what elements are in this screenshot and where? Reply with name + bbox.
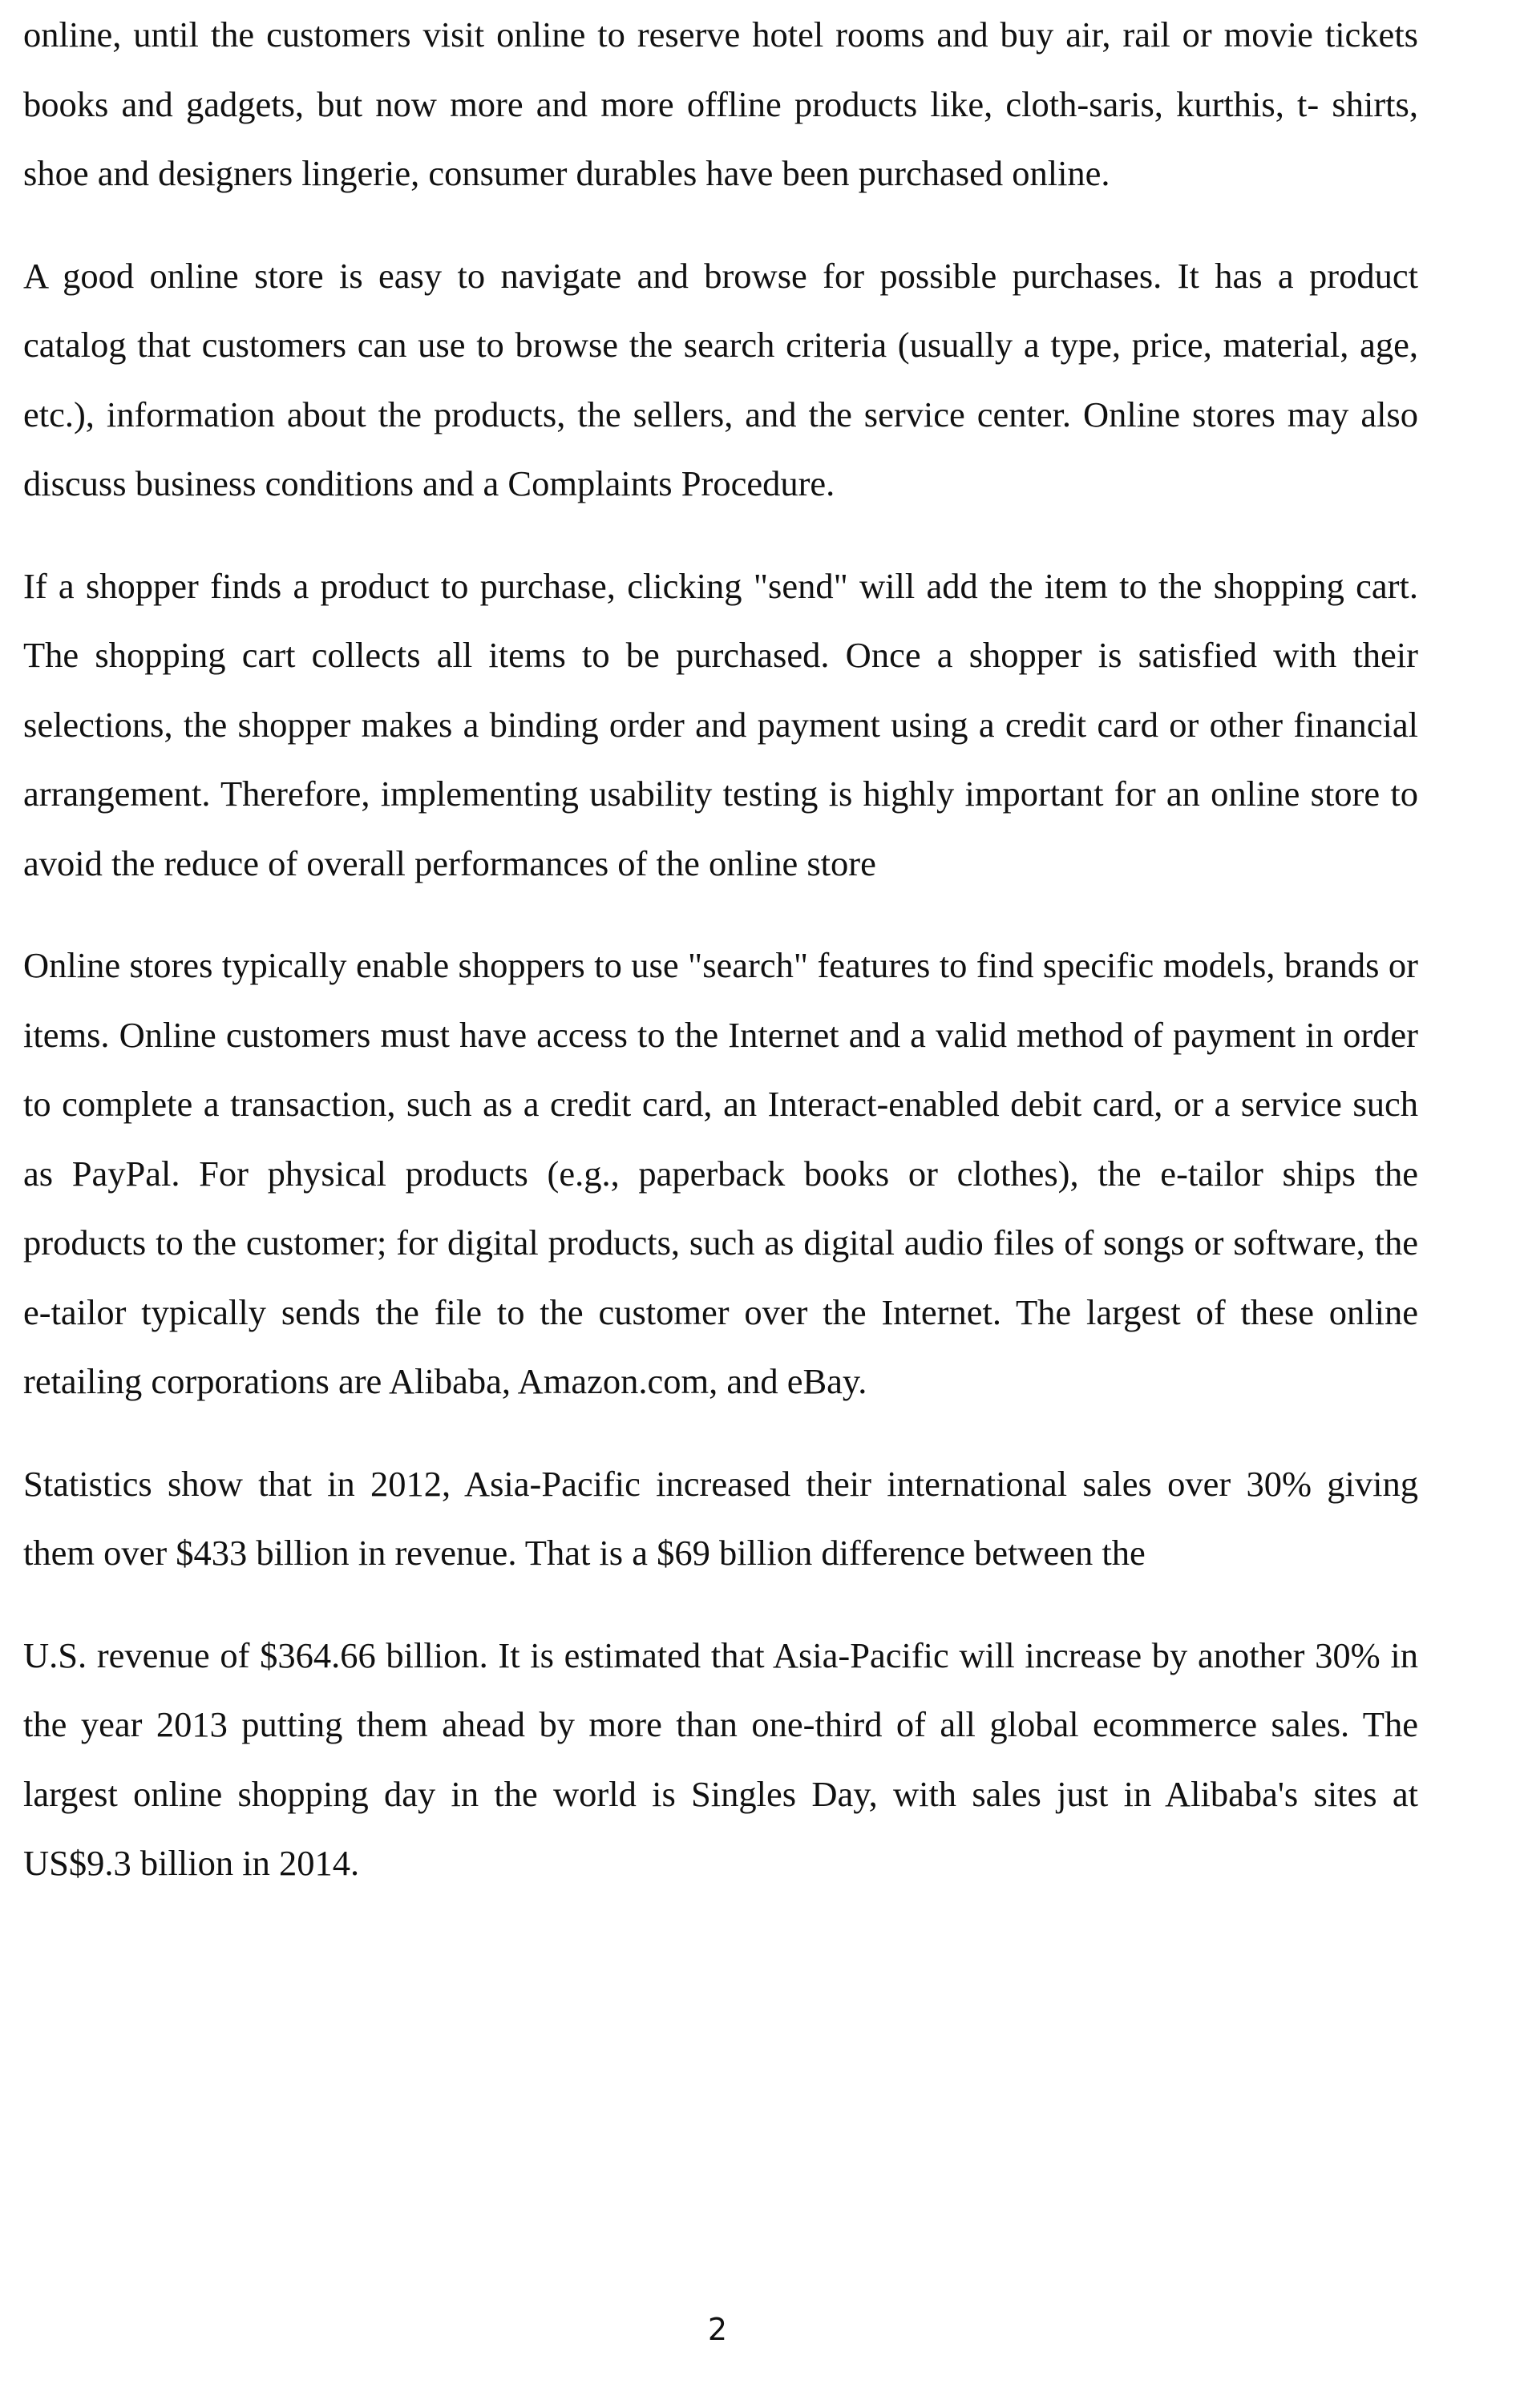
paragraph-spacer — [23, 519, 1418, 551]
paragraph-search-features: Online stores typically enable shoppers to use "search" features to find specific models, brands or items. Online customers must have access to the Internet and a valid method of payment in order to complete a transaction, such as a credit card, an Interact-enabled debit card, or a service such as PayPal. For physical products (e.g., paperback books or clothes), the e-tailor ships the products to the customer; for digital products, such as digital audio files of songs or software, the e-tailor typically sends the file to the customer over the Internet. The largest of these online retailing corporations are Alibaba, Amazon.com, and eBay. — [23, 945, 1418, 1401]
document-body — [23, 0, 1418, 1898]
paragraph-online-store: A good online store is easy to navigate and browse for possible purchases. It has a product catalog that customers can use to browse the search criteria (usually a type, price, material, age, etc.), information about the products, the sellers, and the service center. Online stores may also discuss business conditions and a Complaints Procedure. — [23, 255, 1418, 503]
paragraph-us-revenue: U.S. revenue of $364.66 billion. It is estimated that Asia-Pacific will increase by another 30% in the year 2013 putting them ahead by more than one-third of all global ecommerce sales. The largest online shopping day in the world is Singles Day, with sales just in Alibaba's sites at US$9.3 billion in 2014. — [23, 1634, 1418, 1883]
page-number: 2 — [707, 2312, 728, 2347]
paragraph-spacer — [23, 208, 1418, 241]
paragraph-online-products: online, until the customers visit online to reserve hotel rooms and buy air, rail or movie tickets books and gadgets, but now more and more offline products like, cloth-saris, kurthis, t- shirts, shoe and designers lingerie, consumer durables have been purchased online. — [23, 14, 1418, 193]
paragraph-spacer — [23, 898, 1418, 931]
paragraph-statistics: Statistics show that in 2012, Asia-Pacific increased their international sales over 30% giving them over $433 billion in revenue. That is a $69 billion difference between the — [23, 1463, 1418, 1573]
paragraph-shopping-cart: If a shopper finds a product to purchase, clicking "send" will add the item to the shopping cart. The shopping cart collects all items to be purchased. Once a shopper is satisfied with their selections, the shopper makes a binding order and payment using a credit card or other financial arrangement. Therefore, implementing usability testing is highly important for an online store to avoid the reduce of overall performances of the online store — [23, 565, 1418, 883]
paragraph-spacer — [23, 1588, 1418, 1621]
paragraph-spacer — [23, 1416, 1418, 1449]
